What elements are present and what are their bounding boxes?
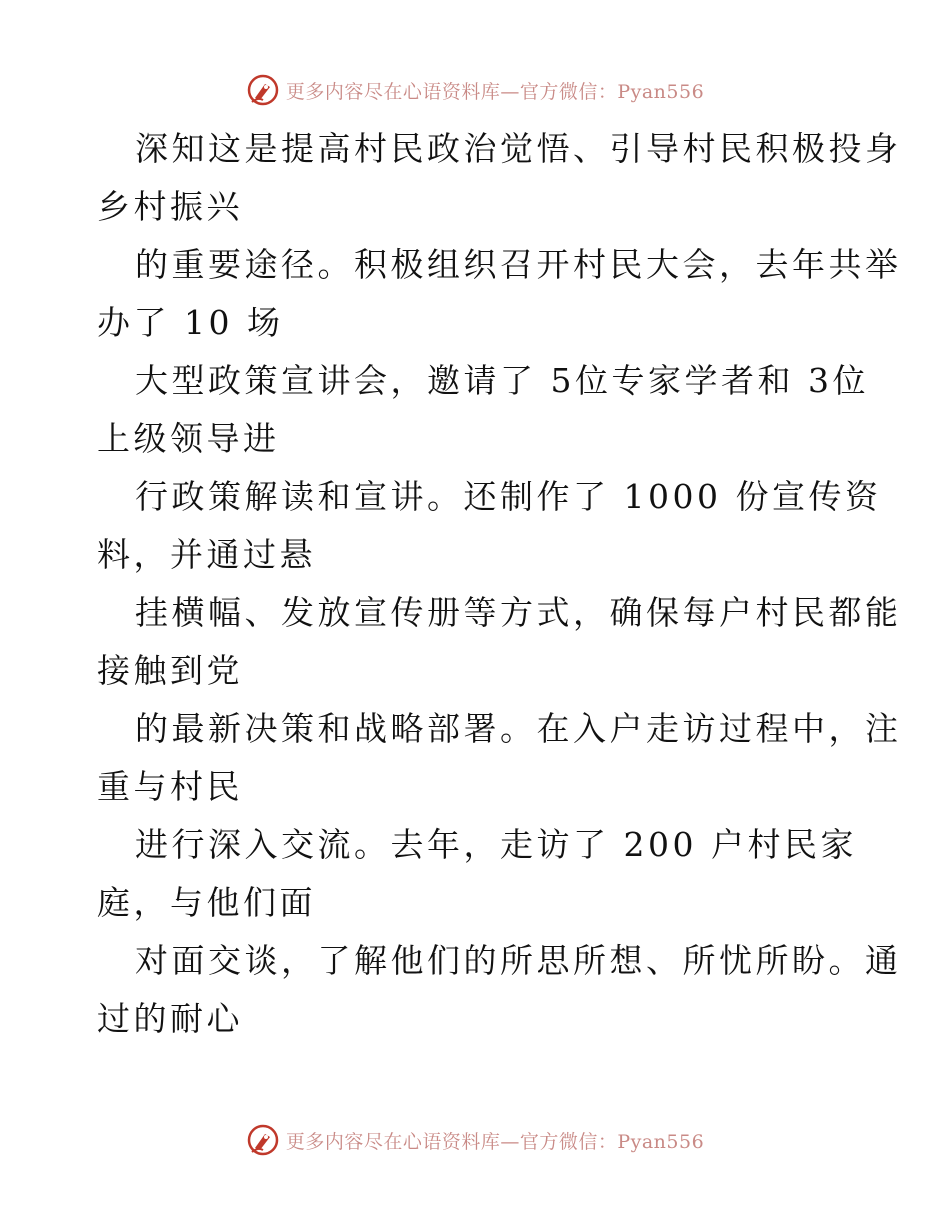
paragraph-line: 料，并通过悬	[97, 535, 316, 574]
paragraph-line: 挂横幅、发放宣传册等方式，确保每户村民都能	[135, 593, 902, 632]
paragraph-line: 庭，与他们面	[97, 883, 316, 922]
paragraph-line: 的最新决策和战略部署。在入户走访过程中，注	[135, 709, 902, 748]
paragraph-line: 大型政策宣讲会，邀请了 5位专家学者和 3位	[135, 361, 869, 400]
paragraph-line: 行政策解读和宣讲。还制作了 1000 份宣传资	[135, 477, 882, 516]
paragraph-line: 进行深入交流。去年，走访了 200 户村民家	[135, 825, 857, 864]
footer-banner	[0, 1120, 950, 1160]
document-body	[97, 120, 902, 1048]
paragraph-line: 对面交谈，了解他们的所思所想、所忧所盼。通	[135, 941, 902, 980]
header-banner	[0, 70, 950, 110]
paragraph-line: 接触到党	[97, 651, 243, 690]
paragraph-line: 上级领导进	[97, 419, 280, 458]
paragraph-line: 深知这是提高村民政治觉悟、引导村民积极投身	[135, 129, 902, 168]
paragraph-line: 重与村民	[97, 767, 243, 806]
header-banner-text: 更多内容尽在心语资料库—官方微信：Pyan556	[285, 80, 705, 103]
pen-nib-logo-icon	[246, 73, 280, 107]
footer-banner-text: 更多内容尽在心语资料库—官方微信：Pyan556	[285, 1130, 705, 1153]
paragraph-line: 过的耐心	[97, 999, 243, 1038]
paragraph-line: 的重要途径。积极组织召开村民大会，去年共举	[135, 245, 902, 284]
paragraph-line: 乡村振兴	[97, 187, 243, 226]
pen-nib-logo-icon	[246, 1123, 280, 1157]
paragraph-line: 办了 10 场	[97, 303, 284, 342]
